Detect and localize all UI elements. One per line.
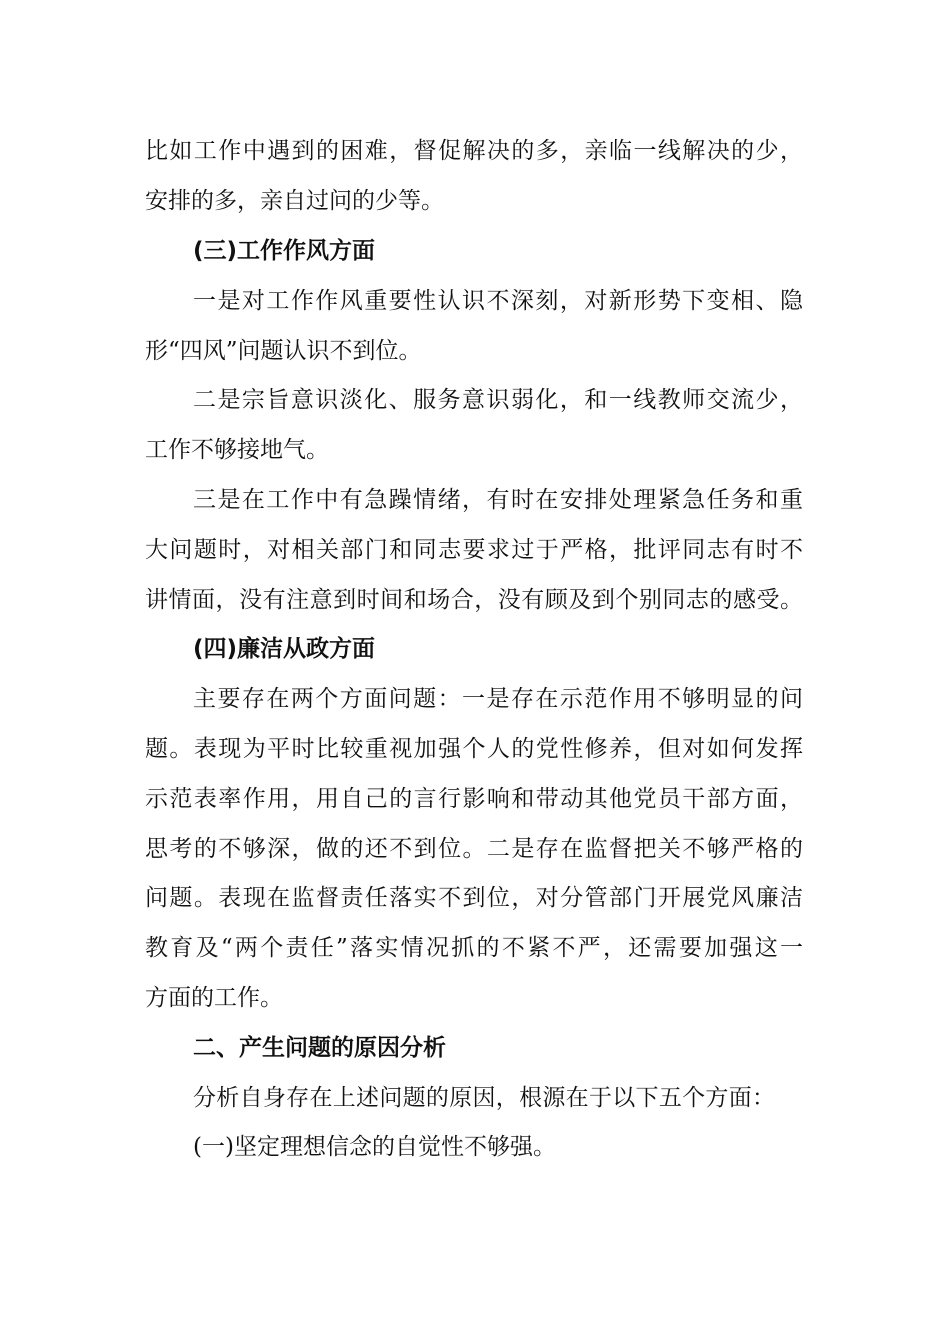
paragraph-line: 三是在工作中有急躁情绪，有时在安排处理紧急任务和重 [193, 487, 803, 513]
section-heading: (四)廉洁从政方面 [193, 636, 376, 662]
paragraph-line: 二是宗旨意识淡化、服务意识弱化，和一线教师交流少， [193, 387, 803, 413]
paragraph-line: 讲情面，没有注意到时间和场合，没有顾及到个别同志的感受。 [145, 587, 803, 613]
paragraph-line: 题。表现为平时比较重视加强个人的党性修养，但对如何发挥 [145, 736, 803, 762]
section-heading: (三)工作作风方面 [193, 238, 376, 264]
paragraph-line: 主要存在两个方面问题：一是存在示范作用不够明显的问 [193, 686, 803, 712]
paragraph-line: 安排的多，亲自过问的少等。 [145, 188, 444, 214]
paragraph-line: 示范表率作用，用自己的言行影响和带动其他党员干部方面， [145, 786, 803, 812]
paragraph-line: 问题。表现在监督责任落实不到位，对分管部门开展党风廉洁 [145, 885, 803, 911]
paragraph-line: 形“四风”问题认识不到位。 [145, 338, 422, 364]
section-heading: 二、产生问题的原因分析 [193, 1035, 446, 1061]
paragraph-line: 思考的不够深，做的还不到位。二是存在监督把关不够严格的 [145, 836, 803, 862]
paragraph-line: 大问题时，对相关部门和同志要求过于严格，批评同志有时不 [145, 537, 803, 563]
paragraph-line: 一是对工作作风重要性认识不深刻，对新形势下变相、隐 [193, 288, 803, 314]
paragraph-line: 方面的工作。 [145, 985, 283, 1011]
paragraph-line: 教育及“两个责任”落实情况抓的不紧不严，还需要加强这一 [145, 935, 803, 961]
paragraph-line: 工作不够接地气。 [145, 437, 329, 463]
paragraph-line: (一)坚定理想信念的自觉性不够强。 [193, 1134, 556, 1160]
paragraph-line: 分析自身存在上述问题的原因，根源在于以下五个方面： [193, 1085, 775, 1111]
paragraph-line: 比如工作中遇到的困难，督促解决的多，亲临一线解决的少， [145, 138, 803, 164]
